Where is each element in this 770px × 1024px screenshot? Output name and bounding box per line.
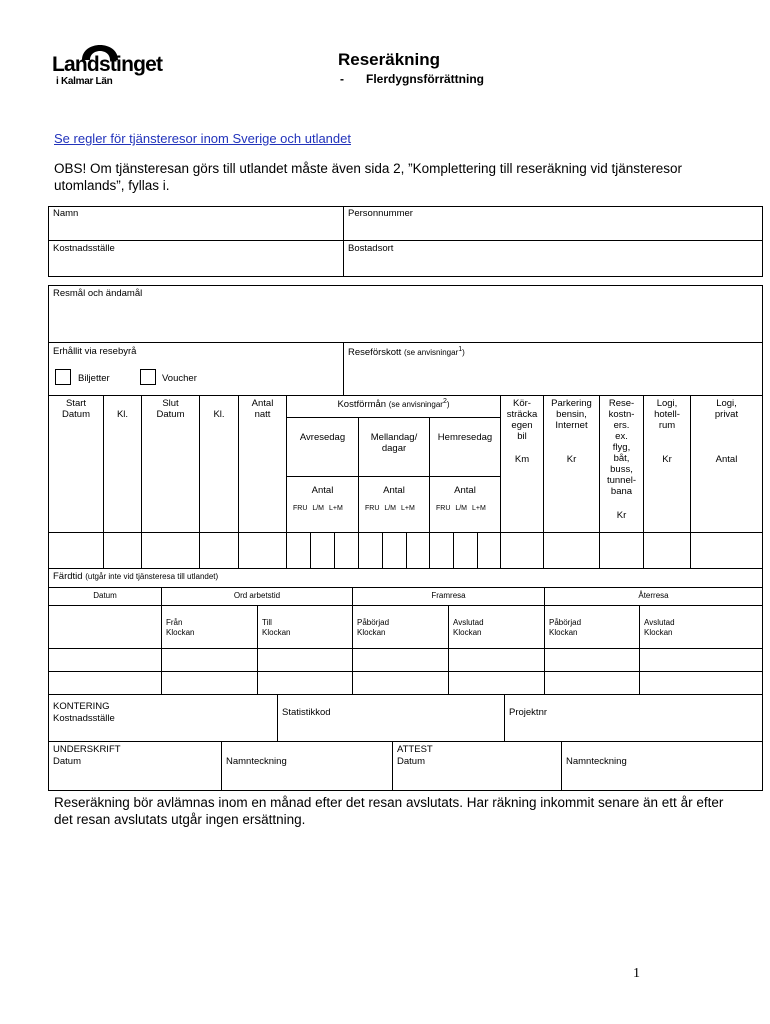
till-header (262, 618, 290, 638)
rules-link[interactable]: Se regler för tjänsteresor inom Sverige och utlandet (54, 131, 351, 146)
logi-privat-line-1: Logi, (716, 398, 737, 409)
logi-hotell-line-2: hotell- (654, 409, 680, 420)
korstracka-header (501, 398, 543, 442)
logi-privat-header (691, 398, 762, 420)
hemresedag-antal: Antal (454, 485, 476, 496)
korstracka-line-2: sträcka (506, 409, 538, 420)
page-number: 1 (633, 966, 640, 981)
underskrift-datum-field[interactable] (49, 769, 220, 790)
aterresa-paborjad-klockan: Klockan (549, 628, 578, 637)
logi-hotell-line-3: rum (658, 420, 676, 431)
bostadsort-field[interactable] (344, 255, 761, 275)
reseforskott-close: ) (462, 348, 465, 358)
logi-hotell-line-1: Logi, (656, 398, 678, 409)
till-label: Till (262, 618, 272, 627)
till-klockan-label: Klockan (262, 628, 291, 637)
fran-label: Från (166, 618, 183, 627)
reseforskott-text: Reseförskott (348, 347, 402, 359)
mellandag-label: Mellandag/ (370, 432, 418, 443)
resekostn-field[interactable] (600, 533, 643, 568)
kontering-kostnadsstalle-label: Kostnadsställe (53, 713, 115, 724)
meal-code-lm: L/M (455, 505, 468, 512)
resekostn-line-5: flyg, (612, 442, 631, 453)
meal-code-lm: L/M (384, 505, 397, 512)
slut-label: Slut (162, 398, 179, 409)
meal-code-lm: L/M (312, 505, 325, 512)
resekostn-header (600, 398, 643, 497)
projektnr-field[interactable] (505, 720, 761, 741)
attest-datum-label: Datum (397, 756, 425, 767)
natt-label: natt (254, 409, 271, 420)
kostforman-label: Kostförmån (337, 399, 387, 411)
kl1-label: Kl. (116, 409, 129, 420)
logo-name: Landstinget (52, 53, 163, 76)
kostforman-sup: 2 (442, 398, 447, 405)
fardtid-label (53, 571, 218, 582)
meal-codes-hemresedag (436, 505, 486, 512)
namn-field[interactable] (49, 220, 342, 239)
avresedag-label: Avresedag (299, 432, 346, 443)
framresa-header: Framresa (431, 591, 466, 600)
voucher-checkbox[interactable] (140, 369, 156, 385)
antal-natt-header (239, 398, 286, 420)
korstracka-field[interactable] (501, 533, 543, 568)
meal-code-lplusm: L+M (328, 505, 343, 512)
framresa-avslutad-label: Avslutad (453, 618, 484, 627)
subtitle-dash: - (340, 72, 344, 86)
page-subtitle: Flerdygnsförrättning (366, 72, 485, 86)
resekostn-line-8: tunnel- (606, 475, 637, 486)
parkering-header (544, 398, 599, 431)
erhallit-label: Erhållit via resebyrå (53, 346, 137, 357)
logi-hotell-unit: Kr (662, 454, 672, 465)
parkering-line-3: Internet (555, 420, 588, 431)
aterresa-paborjad-label: Påbörjad (549, 618, 582, 627)
voucher-label: Voucher (162, 373, 197, 384)
aterresa-header: Återresa (638, 591, 669, 600)
framresa-avslutad-header (453, 618, 484, 638)
resekostn-line-9: bana (610, 486, 633, 497)
kostnadsstalle-field[interactable] (49, 255, 342, 275)
aterresa-avslutad-header (644, 618, 675, 638)
logi-privat-line-2: privat (714, 409, 739, 420)
meal-code-lplusm: L+M (400, 505, 415, 512)
resekostn-line-3: ers. (613, 420, 630, 431)
korstracka-line-1: Kör- (513, 398, 531, 409)
start-datum-field[interactable] (49, 533, 103, 568)
meal-codes-mellandag (365, 505, 415, 512)
bostadsort-label: Bostadsort (348, 243, 394, 254)
logi-hotell-field[interactable] (644, 533, 690, 568)
parkering-line-1: Parkering (551, 398, 592, 409)
biljetter-label: Biljetter (78, 373, 110, 384)
avresedag-antal: Antal (311, 485, 334, 496)
fran-klockan-label: Klockan (166, 628, 195, 637)
slut-datum-label: Datum (156, 409, 185, 420)
logo (52, 34, 163, 104)
meal-codes-avresedag (293, 505, 343, 512)
obs-text: OBS! Om tjänsteresan görs till utlandet måste även sida 2, ”Komplettering till reseräkning vid tjänsteresor utomlands”, fyllas i. (54, 161, 683, 193)
aterresa-paborjad-header (549, 618, 581, 638)
framresa-paborjad-klockan: Klockan (357, 628, 386, 637)
resekostn-line-2: kostn- (608, 409, 635, 420)
resmal-label: Resmål och ändamål (53, 288, 143, 299)
attest-namnteckning-field[interactable] (562, 769, 761, 790)
resekostn-line-7: buss, (610, 464, 633, 475)
footer-note: Reseräkning bör avlämnas inom en månad efter det resan avslutats. Har räkning inkommit senare än ett år efter det resan avslutats utgår ingen ersättning. (54, 795, 724, 827)
underskrift-datum-label: Datum (53, 756, 81, 767)
start-label: Start (65, 398, 87, 409)
meal-code-lplusm: L+M (471, 505, 486, 512)
reseforskott-label (348, 346, 465, 358)
personnummer-label: Personnummer (348, 208, 413, 219)
kl2-label: Kl. (213, 409, 225, 420)
start-header (49, 398, 103, 420)
fran-header (166, 618, 194, 638)
slut-datum-field[interactable] (142, 533, 199, 568)
underskrift-title: UNDERSKRIFT (53, 744, 121, 755)
reseforskott-note: (se anvisningar (403, 348, 459, 358)
underskrift-header (53, 744, 121, 768)
fardtid-row-1[interactable] (49, 649, 761, 671)
framresa-paborjad-label: Påbörjad (357, 618, 390, 627)
antal-natt-field[interactable] (239, 533, 286, 568)
slut-header (142, 398, 199, 420)
kostforman-header (287, 398, 500, 410)
slut-kl-field[interactable] (200, 533, 238, 568)
hemresedag-label: Hemresedag (437, 432, 493, 443)
personnummer-field[interactable] (344, 220, 761, 239)
underskrift-namnteckning-field[interactable] (222, 769, 391, 790)
parkering-field[interactable] (544, 533, 599, 568)
kontering-title: KONTERING (53, 701, 110, 712)
dagar-label: dagar (381, 443, 407, 454)
logi-hotell-header (644, 398, 690, 431)
aterresa-avslutad-klockan: Klockan (644, 628, 673, 637)
korstracka-line-3: egen (511, 420, 533, 431)
attest-namnteckning-label: Namnteckning (566, 756, 627, 767)
projektnr-label: Projektnr (509, 707, 548, 718)
framresa-avslutad-klockan: Klockan (453, 628, 482, 637)
mellandag-antal: Antal (383, 485, 405, 496)
attest-header (397, 744, 433, 768)
start-kl-field[interactable] (104, 533, 141, 568)
namn-label: Namn (53, 208, 79, 219)
resmal-field[interactable] (49, 300, 761, 341)
attest-datum-field[interactable] (393, 769, 560, 790)
fardtid-datum-header: Datum (93, 591, 117, 600)
ord-arbetstid-header: Ord arbetstid (233, 591, 281, 600)
biljetter-checkbox[interactable] (55, 369, 71, 385)
attest-title: ATTEST (397, 744, 433, 755)
statistikkod-field[interactable] (278, 720, 503, 741)
statistikkod-label: Statistikkod (282, 707, 331, 718)
meal-code-fru: FRU (293, 505, 308, 512)
logi-privat-unit: Antal (715, 454, 738, 465)
parkering-unit: Kr (566, 454, 577, 465)
resekostn-line-6: båt, (613, 453, 630, 464)
reseforskott-sup: 1 (458, 346, 463, 353)
km-unit: Km (514, 454, 530, 465)
kontering-kostnadsstalle-field[interactable] (49, 725, 276, 741)
meal-code-fru: FRU (436, 505, 451, 512)
logo-subtitle: i Kalmar Län (56, 76, 113, 87)
parkering-line-2: bensin, (556, 409, 587, 420)
kontering-header (53, 701, 115, 725)
aterresa-avslutad-label: Avslutad (644, 618, 675, 627)
resekostn-line-4: ex. (615, 431, 628, 442)
kostforman-close: ) (446, 400, 450, 410)
meal-code-fru: FRU (365, 505, 380, 512)
resekostn-unit: Kr (616, 510, 627, 521)
page-title: Reseräkning (338, 50, 441, 69)
resekostn-line-1: Rese- (608, 398, 635, 409)
underskrift-namnteckning-label: Namnteckning (226, 756, 287, 767)
reseforskott-field[interactable] (344, 360, 761, 394)
korstracka-line-4: bil (517, 431, 527, 442)
kostnadsstalle-label: Kostnadsställe (53, 243, 115, 254)
mellandag-header (359, 432, 429, 454)
fardtid-note: (utgår inte vid tjänsteresa till utlandet) (85, 572, 219, 581)
start-datum-label: Datum (62, 409, 90, 420)
fardtid-title: Färdtid (53, 571, 83, 582)
kostforman-note: (se anvisningar (388, 400, 443, 410)
logi-privat-field[interactable] (691, 533, 762, 568)
fardtid-row-2[interactable] (49, 672, 761, 694)
antal-label: Antal (251, 398, 274, 409)
framresa-paborjad-header (357, 618, 389, 638)
